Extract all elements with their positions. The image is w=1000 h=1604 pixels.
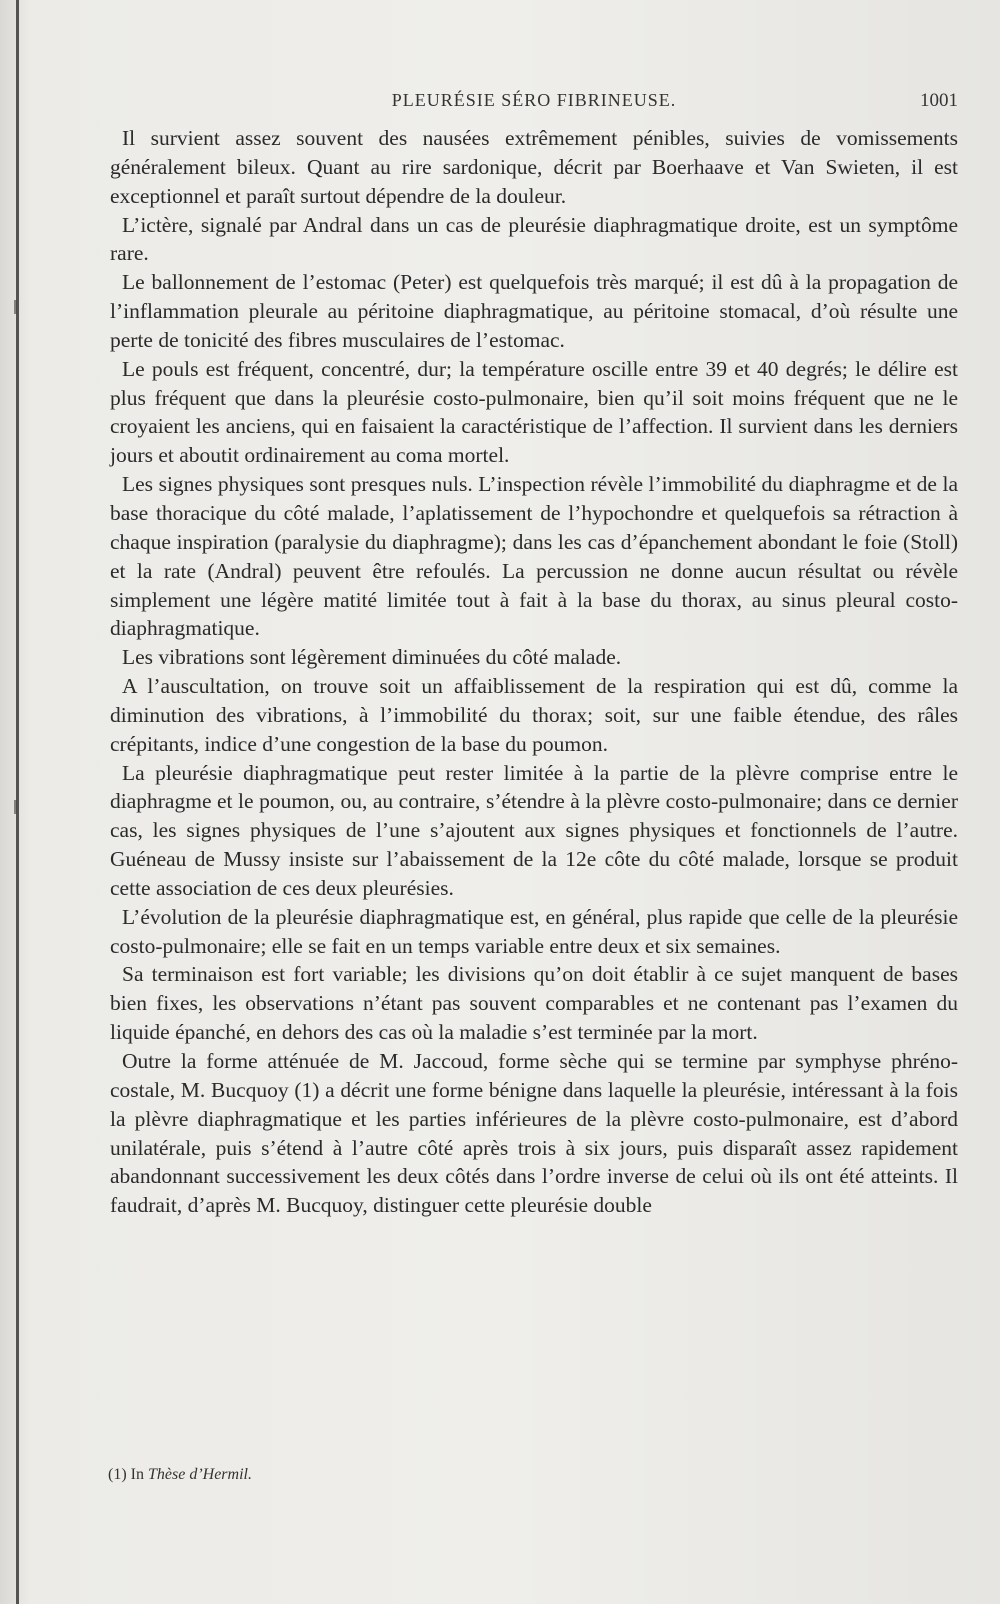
paragraph: Il survient assez souvent des nausées extrêmement pénibles, suivies de vomissements généralement bileux. Quant au rire sardonique, décrit par Boerhaave et Van Swieten, il est exceptionnel et paraît surtout dépendre de la douleur. (110, 126, 958, 208)
paragraph: Le ballonnement de l’estomac (Peter) est quelquefois très marqué; il est dû à la propagation de l’inflammation pleurale au péritoine diaphragmatique, au péritoine stomacal, d’où résulte une perte de tonicité des fibres musculaires de l’estomac. (110, 270, 958, 352)
paragraph: Le pouls est fréquent, concentré, dur; la température oscille entre 39 et 40 degrés; le délire est plus fréquent que dans la pleurésie costo-pulmonaire, bien qu’il soit moins fréquent que ne le croyaient les anciens, qui en faisaient la caractéristique de l’affection. Il survient dans les derniers jours et aboutit ordinairement au coma mortel. (110, 356, 958, 468)
paragraph: Les signes physiques sont presques nuls. L’inspection révèle l’immobilité du diaphragme et de la base thoracique du côté malade, l’aplatissement de l’hypochondre et quelquefois sa rétraction à chaque inspiration (paralysie du diaphragme); dans les cas d’épanchement abondant le foie (Stoll) et la rate (Andral) peuvent être refoulés. La percussion ne donne aucun résultat ou révèle simplement une légère matité limitée tout à fait à la base du thorax, au sinus pleural costo-diaphragmatique. (110, 472, 958, 641)
running-title: PLEURÉSIE SÉRO FIBRINEUSE. (391, 90, 677, 110)
paragraph: Outre la forme atténuée de M. Jaccoud, forme sèche qui se termine par symphyse phréno-costale, M. Bucquoy (1) a décrit une forme bénigne dans laquelle la pleurésie, intéressant à la fois la plèvre diaphragmatique et les parties inférieures de la plèvre costo-pulmonaire, est d’abord unilatérale, puis s’étend à l’autre côté après trois à six jours, puis disparaît assez rapidement abandonnant successivement les deux côtés dans l’ordre inverse de celui où ils ont été atteints. Il faudrait, d’après M. Bucquoy, distinguer cette pleurésie double (110, 1049, 958, 1218)
paragraph: Les vibrations sont légèrement diminuées du côté malade. (122, 645, 622, 670)
footnote-marker: (1) (108, 1466, 127, 1483)
paragraph: La pleurésie diaphragmatique peut rester limitée à la partie de la plèvre comprise entre le diaphragme et le poumon, ou, au contraire, s’étendre à la plèvre costo-pulmonaire; dans ce dernier cas, les signes physiques de l’une s’ajoutent aux signes physiques et fonctionnels de l’autre. Guéneau de Mussy insiste sur l’abaissement de la 12e côte du côté malade, lorsque se produit cette association de ces deux pleurésies. (110, 760, 958, 900)
footnote-title: Thèse d’Hermil. (147, 1466, 252, 1483)
margin-mark (14, 300, 17, 314)
paragraph: A l’auscultation, on trouve soit un affaiblissement de la respiration qui est dû, comme la diminution des vibrations, à l’immobilité du thorax; soit, sur une faible étendue, des râles crépitants, indice d’une congestion de la base du poumon. (110, 674, 958, 756)
paragraph: L’ictère, signalé par Andral dans un cas de pleurésie diaphragmatique droite, est un symptôme rare. (110, 212, 958, 266)
footnote-prefix: In (130, 1466, 144, 1483)
paragraph: Sa terminaison est fort variable; les divisions qu’on doit établir à ce sujet manquent de bases bien fixes, les observations n’étant pas souvent comparables et ne contenant pas l’examen du liquide épanché, en dehors des cas où la maladie s’est terminée par la mort. (110, 962, 958, 1045)
page-header (110, 86, 958, 120)
paragraph: L’évolution de la pleurésie diaphragmatique est, en général, plus rapide que celle de la pleurésie costo-pulmonaire; elle se fait en un temps variable entre deux et six semaines. (110, 904, 958, 958)
margin-mark (14, 800, 17, 814)
body-text (110, 124, 958, 1220)
footnote (108, 1466, 928, 1484)
page-number: 1001 (920, 90, 958, 111)
